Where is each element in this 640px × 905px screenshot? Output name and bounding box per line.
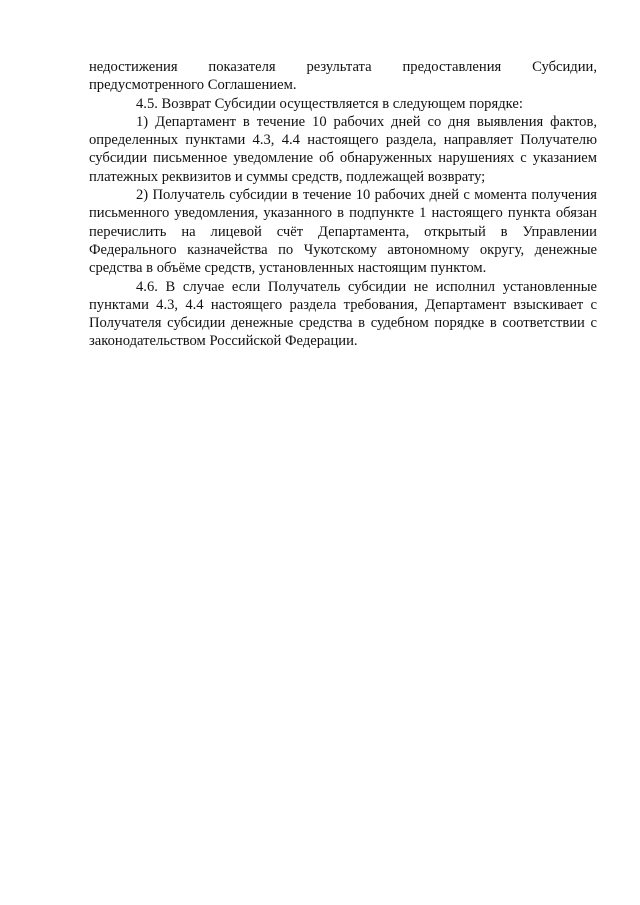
paragraph-clause-4-5-1: 1) Департамент в течение 10 рабочих дней со дня выявления фактов, определенных пунктами 4.3, 4.4 настоящего раздела, направляет Получателю субсидии письменное уведомление об обнаруженных нарушениях с указанием платежных реквизитов и суммы средств, подлежащей возврату; xyxy=(89,113,597,185)
paragraph-clause-4-5: 4.5. Возврат Субсидии осуществляется в следующем порядке: xyxy=(136,95,523,112)
paragraph-clause-4-5-2: 2) Получатель субсидии в течение 10 рабочих дней с момента получения письменного уведомления, указанного в подпункте 1 настоящего пункта обязан перечислить на лицевой счёт Департамента, открытый в Управлении Федерального казначейства по Чукотскому автономному округу, денежные средства в объёме средств, установленных настоящим пунктом. xyxy=(89,187,597,277)
document-page xyxy=(89,58,597,351)
paragraph-continuation: недостижения показателя результата предоставления Субсидии, предусмотренного Соглашением. xyxy=(89,59,597,94)
paragraph-clause-4-6: 4.6. В случае если Получатель субсидии не исполнил установленные пунктами 4.3, 4.4 настоящего раздела требования, Департамент взыскивает с Получателя субсидии денежные средства в судебном порядке в соответствии с законодательством Российской Федерации. xyxy=(89,278,597,350)
